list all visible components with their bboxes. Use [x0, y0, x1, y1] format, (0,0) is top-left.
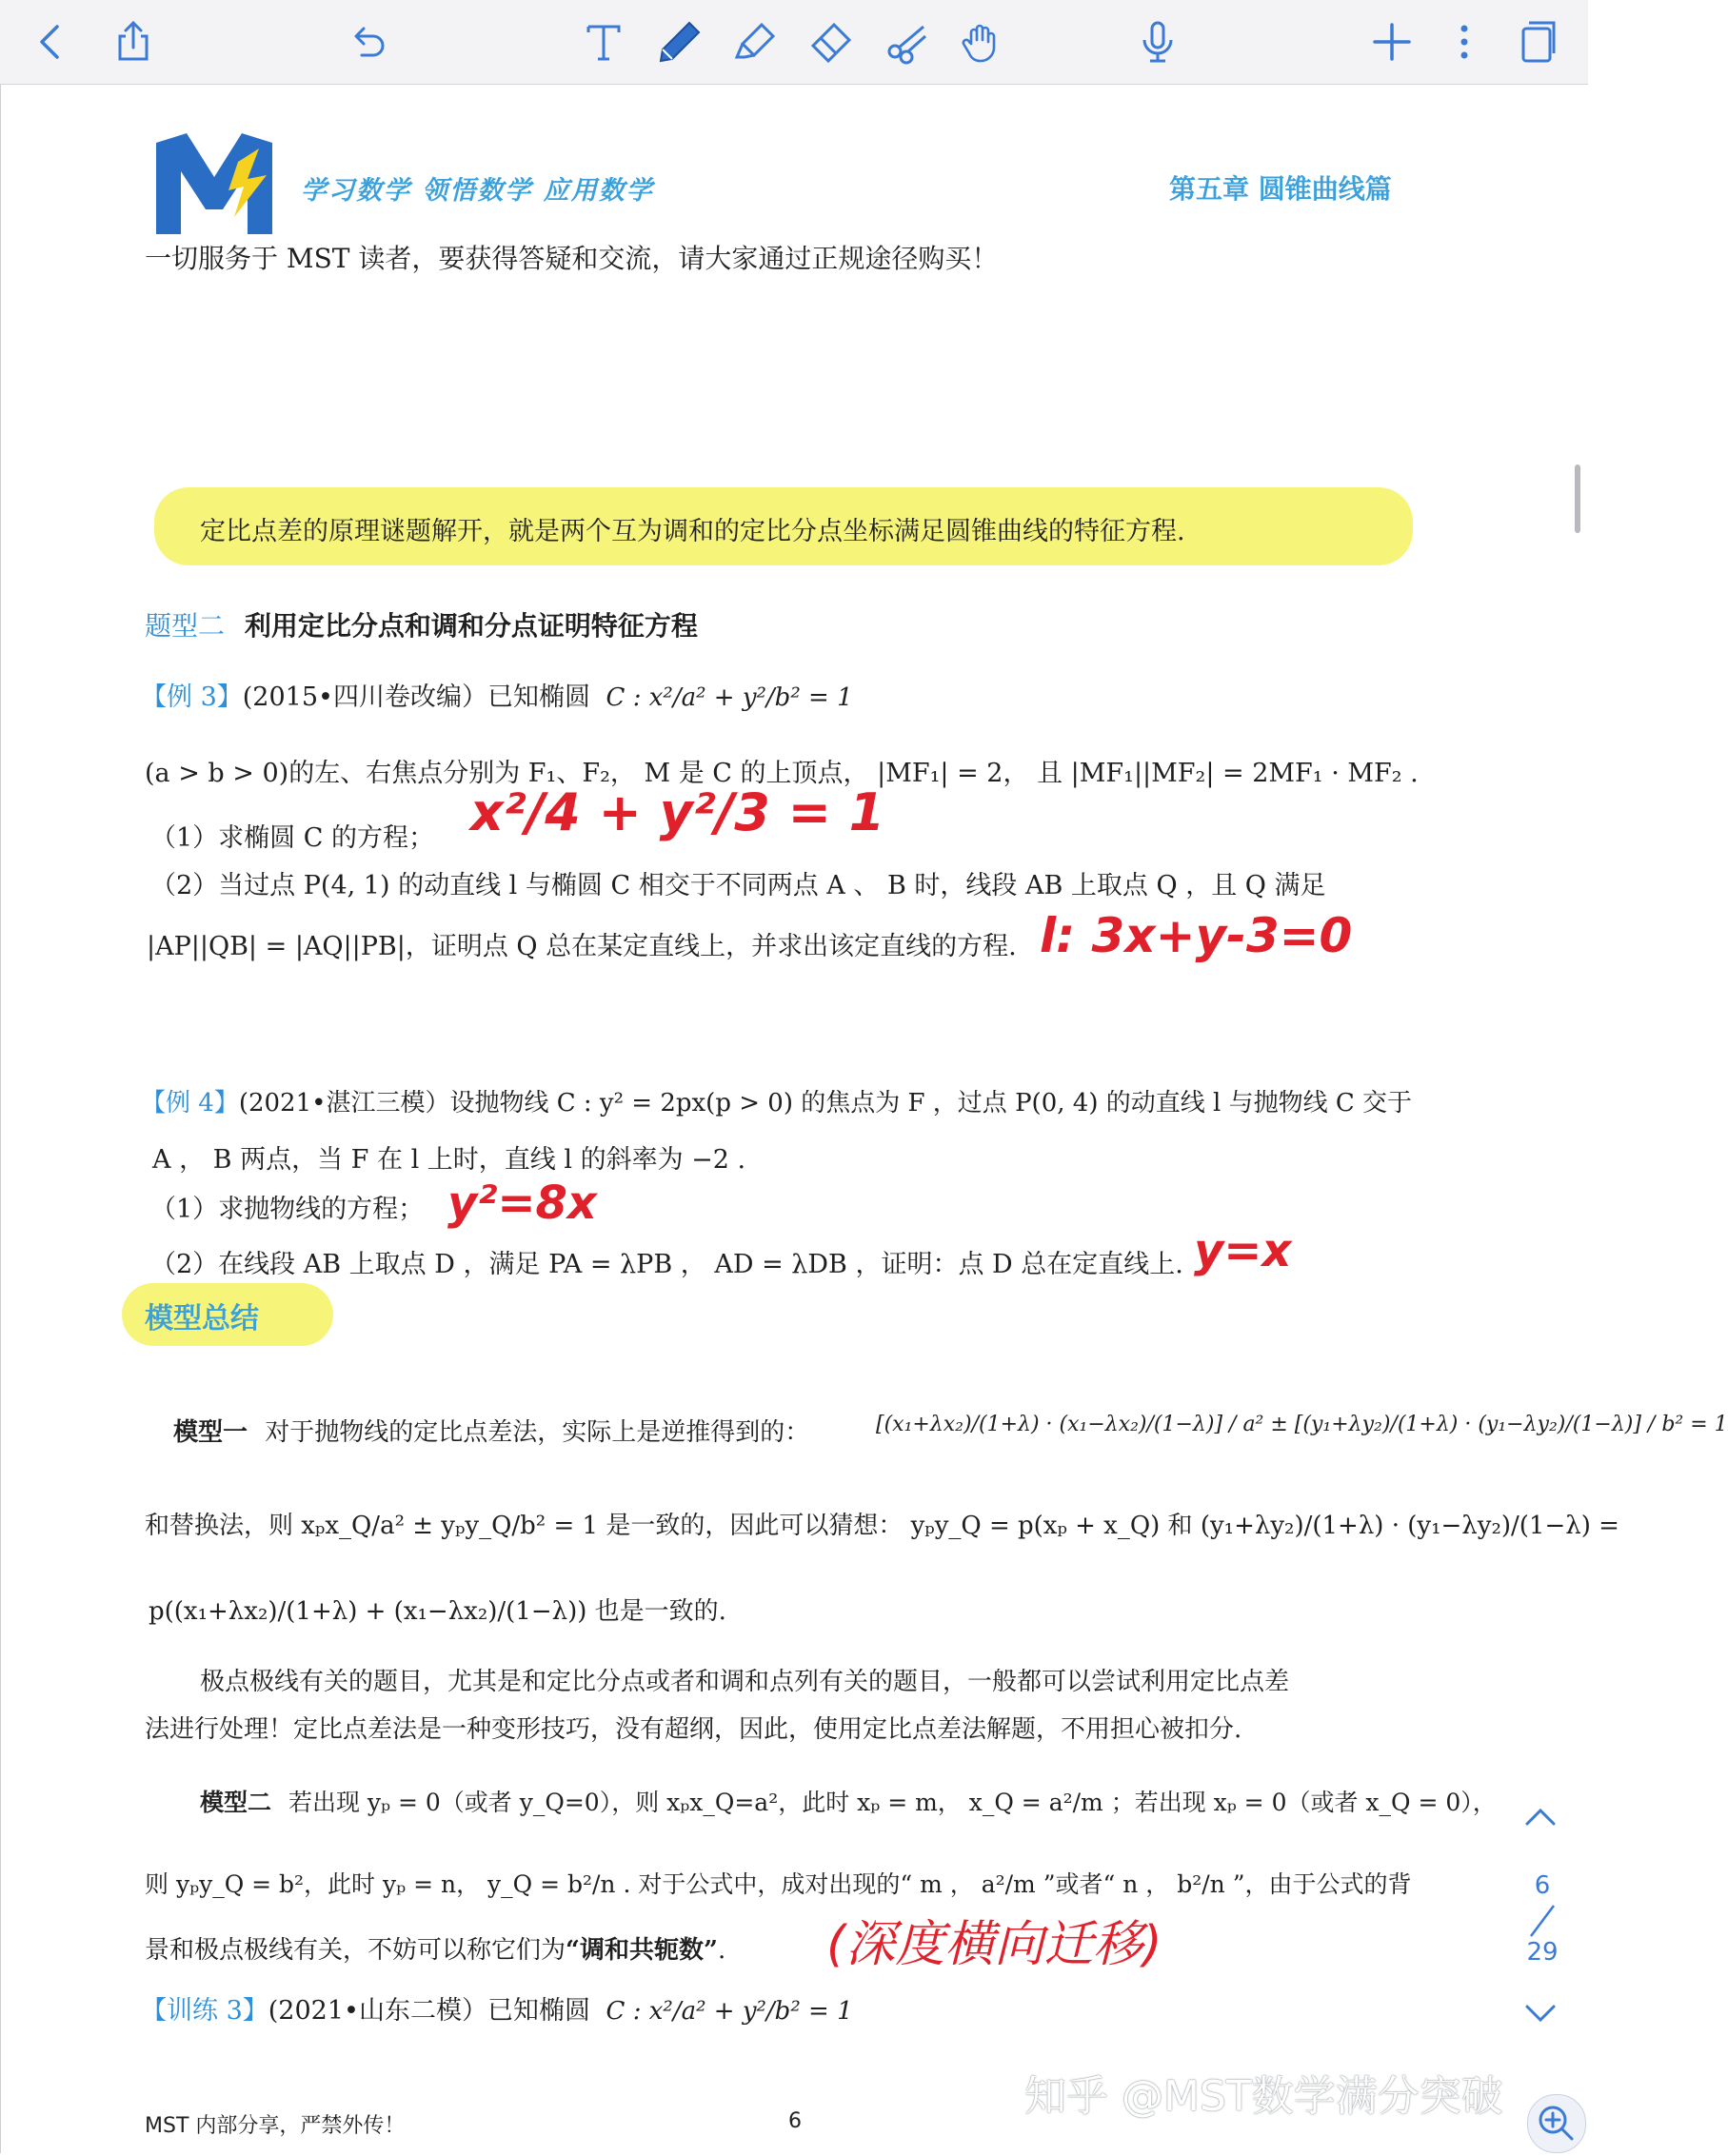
model2-text: 若出现 yₚ = 0（或者 y_Q=0），则 xₚx_Q=a²，此时 xₚ = m， x_Q = a²/m ；若出现 xₚ = 0（或者 x_Q = 0），	[288, 1789, 1497, 1816]
pages-icon[interactable]	[1510, 13, 1567, 70]
model2-term: “调和共轭数”	[566, 1936, 718, 1965]
header-slogan: 学习数学 领悟数学 应用数学	[301, 176, 654, 206]
model2-line1	[200, 1784, 1497, 1818]
eraser-icon[interactable]	[802, 13, 859, 70]
purchase-notice: 一切服务于 MST 读者，要获得答疑和交流，请大家通过正规途径购买！	[145, 243, 999, 274]
zhihu-watermark: 知乎 @MST数学满分突破	[1024, 2072, 1503, 2121]
zoom-in-button[interactable]	[1527, 2094, 1586, 2153]
handwritten-answer-line: l: 3x+y-3=0	[1040, 908, 1353, 963]
example3-q2b: |AP||QB| = |AQ||PB|，证明点 Q 总在某定直线上，并求出该定直线的方程.	[147, 932, 1017, 961]
handwritten-answer-parabola: y²=8x	[447, 1177, 597, 1230]
example3-formula: C : x²/a² + y²/b² = 1	[606, 683, 853, 712]
scissors-icon[interactable]	[878, 13, 935, 70]
example3-label: 【例 3】	[141, 682, 243, 712]
page-down-icon[interactable]	[1521, 2003, 1559, 2029]
section-text: 利用定比分点和调和分点证明特征方程	[244, 610, 698, 642]
model1-text: 对于抛物线的定比点差法，实际上是逆推得到的：	[265, 1418, 810, 1447]
training3-label: 【训练 3】	[141, 1996, 268, 2026]
section-title	[145, 605, 698, 643]
model1-label: 模型一	[173, 1418, 248, 1447]
highlight-note: 定比点差的原理谜题解开，就是两个互为调和的定比分点坐标满足圆锥曲线的特征方程.	[200, 517, 1185, 546]
page-edge	[0, 85, 1, 2153]
microphone-icon[interactable]	[1129, 13, 1186, 70]
mst-logo	[152, 129, 276, 236]
share-icon[interactable]	[105, 13, 162, 70]
annotation-toolbar	[0, 0, 1588, 85]
undo-icon[interactable]	[339, 13, 396, 70]
text-tool-icon[interactable]	[575, 13, 632, 70]
highlighter-icon[interactable]	[727, 13, 785, 70]
example3-q1: （1）求椭圆 C 的方程；	[150, 823, 435, 853]
pen-icon[interactable]	[651, 13, 708, 70]
summary-badge: 模型总结	[145, 1302, 259, 1335]
page-up-icon[interactable]	[1521, 1805, 1559, 1831]
example4-text: (2021•湛江三模）设抛物线 C : y² = 2px(p > 0) 的焦点为 F ，过点 P(0, 4) 的动直线 l 与抛物线 C 交于	[238, 1089, 1412, 1118]
example3-line2: (a > b > 0)的左、右焦点分别为 F₁、F₂， M 是 C 的上顶点， |MF₁| = 2， 且 |MF₁||MF₂| = 2MF₁ · MF₂ .	[145, 759, 1419, 788]
example3-q2: （2）当过点 P(4, 1) 的动直线 l 与椭圆 C 相交于不同两点 A 、 B 时，线段 AB 上取点 Q ，且 Q 满足	[150, 871, 1326, 900]
add-page-icon[interactable]	[1363, 13, 1420, 70]
page-total: 29	[1526, 1938, 1559, 1967]
handwritten-answer-fixed-line: y=x	[1194, 1224, 1292, 1277]
example3-source: (2015•四川卷改编）已知椭圆	[242, 682, 590, 712]
example4-line2: A ， B 两点，当 F 在 l 上时，直线 l 的斜率为 −2 .	[152, 1145, 746, 1175]
hand-icon[interactable]	[952, 13, 1009, 70]
scrollbar-thumb[interactable]	[1575, 465, 1580, 533]
zoom-in-icon	[1528, 2095, 1585, 2152]
summary-para1: 极点极线有关的题目，尤其是和定比分点或者和调和点列有关的题目，一般都可以尝试利用定比点差	[200, 1668, 1290, 1696]
chapter-title: 第五章 圆锥曲线篇	[1169, 173, 1392, 205]
training3-line	[141, 1989, 853, 2027]
handwritten-note-deep-transfer: (深度横向迁移)	[826, 1916, 1162, 1973]
example4-q2: （2）在线段 AB 上取点 D ，满足 PA = λPB ， AD = λDB ，证明：点 D 总在定直线上.	[150, 1250, 1183, 1279]
example4-line1	[141, 1083, 1412, 1118]
footer-notice: MST 内部分享，严禁外传！	[145, 2114, 406, 2138]
handwritten-answer-ellipse: x²/4 + y²/3 = 1	[470, 782, 885, 842]
model2-label: 模型二	[200, 1789, 272, 1816]
example4-label: 【例 4】	[141, 1089, 239, 1118]
training3-text: (2021•山东二模）已知椭圆	[268, 1996, 590, 2026]
more-icon[interactable]	[1436, 13, 1493, 70]
model2-line3-pre: 景和极点极线有关，不妨可以称它们为	[145, 1936, 566, 1965]
training3-formula: C : x²/a² + y²/b² = 1	[606, 1997, 853, 2026]
summary-para2: 法进行处理！定比点差法是一种变形技巧，没有超纲，因此，使用定比点差法解题，不用担心被扣分.	[145, 1715, 1242, 1744]
model1-line	[173, 1413, 809, 1448]
example4-q1: （1）求抛物线的方程；	[150, 1195, 425, 1224]
model1-formula: [(x₁+λx₂)/(1+λ) · (x₁−λx₂)/(1−λ)] / a² ± [(y₁+λy₂)/(1+λ) · (y₁−λy₂)/(1−λ)] / b² = 1	[876, 1413, 1728, 1436]
model2-line3	[145, 1930, 725, 1966]
page-current: 6	[1534, 1871, 1551, 1900]
document-page	[0, 85, 1588, 2153]
footer-page-number: 6	[788, 2109, 802, 2133]
example3-header	[141, 676, 853, 713]
section-prefix: 题型二	[145, 610, 226, 642]
model1-line3: p((x₁+λx₂)/(1+λ) + (x₁−λx₂)/(1−λ)) 也是一致的.	[149, 1597, 726, 1626]
back-icon[interactable]	[23, 13, 80, 70]
model2-line3-post: .	[717, 1936, 726, 1965]
model2-line2: 则 yₚy_Q = b²，此时 yₚ = n， y_Q = b²/n . 对于公式中，成对出现的“ m ， a²/m ”或者“ n ， b²/n ”，由于公式的背	[145, 1870, 1412, 1898]
model1-line2: 和替换法，则 xₚx_Q/a² ± yₚy_Q/b² = 1 是一致的，因此可以猜想： yₚy_Q = p(xₚ + x_Q) 和 (y₁+λy₂)/(1+λ) · (y₁−λy₂)/(1−λ) =	[145, 1512, 1619, 1540]
